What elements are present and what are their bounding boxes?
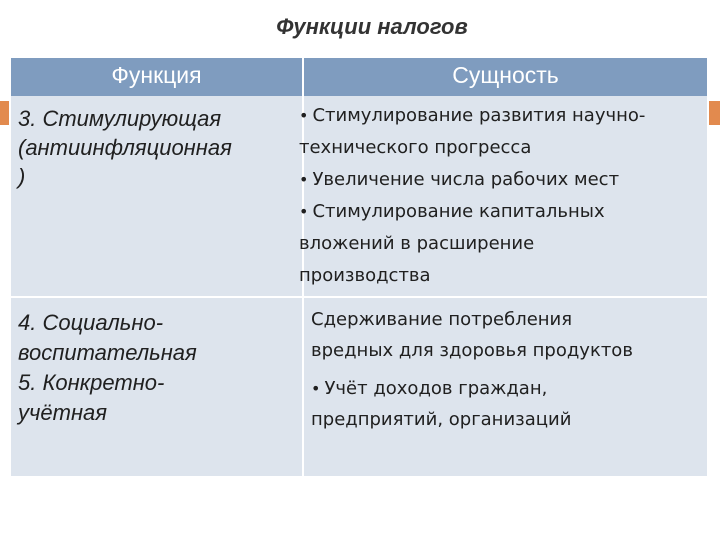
row1-essence-item: • Увеличение числа рабочих мест [299, 169, 620, 190]
row2-function-line: 4. Социально- [18, 310, 164, 335]
accent-bar-left [0, 101, 9, 125]
row1-essence [299, 100, 645, 292]
row1-function-line: ) [18, 164, 26, 189]
row2-essence-line: вредных для здоровья продуктов [311, 340, 633, 361]
row1-function [18, 104, 232, 191]
row1-essence-line: технического прогресса [299, 137, 532, 158]
row2-essence [311, 304, 633, 435]
row1-essence-item: • Стимулирование развития научно- [299, 105, 646, 126]
bullet-icon: • [299, 106, 309, 125]
bullet-icon: • [311, 379, 321, 398]
row1-essence-item: • Стимулирование капитальных [299, 201, 605, 222]
table-header [11, 58, 707, 96]
header-essence: Сущность [452, 62, 559, 88]
row2-function-line: 5. Конкретно- [18, 370, 165, 395]
row1-function-line: (антиинфляционная [18, 135, 232, 160]
row1-essence-line: вложений в расширение [299, 233, 535, 254]
row-divider [11, 296, 707, 298]
row2-function [18, 308, 197, 428]
accent-bar-right [709, 101, 720, 125]
row1-function-line: 3. Стимулирующая [18, 106, 222, 131]
bullet-icon: • [299, 202, 309, 221]
header-function: Функция [111, 62, 202, 88]
row2-function-line: учётная [18, 400, 108, 425]
bullet-icon: • [299, 170, 309, 189]
functions-table [11, 58, 707, 476]
row2-essence-item: • Учёт доходов граждан, [311, 378, 548, 399]
row2-essence-line: Сдерживание потребления [311, 309, 573, 330]
row2-function-line: воспитательная [18, 340, 197, 365]
row1-essence-line: производства [299, 265, 431, 286]
row2-essence-line: предприятий, организаций [311, 409, 572, 430]
page-title: Функции налогов [276, 14, 468, 39]
